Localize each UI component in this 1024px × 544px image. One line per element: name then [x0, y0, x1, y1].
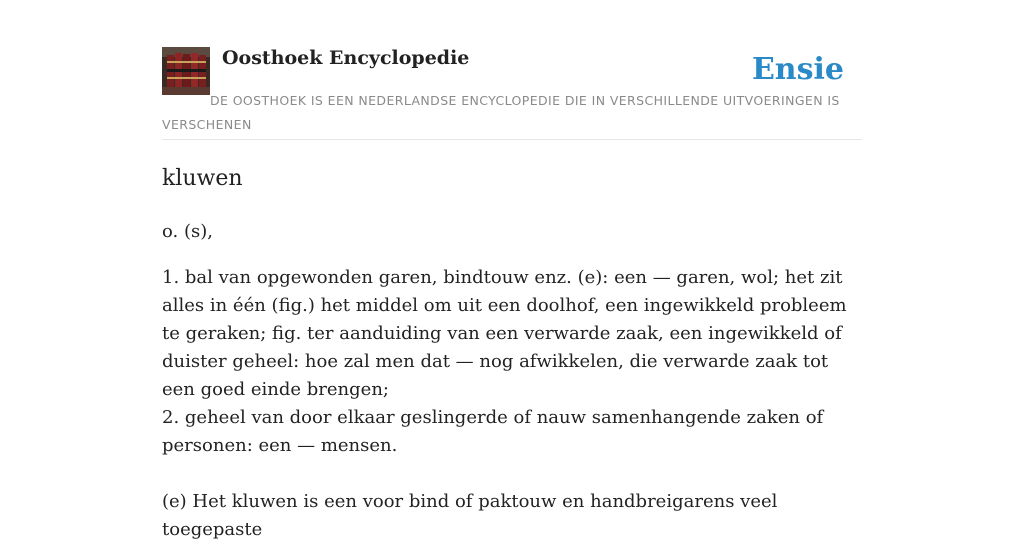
entry-grammar: o. (s),: [162, 221, 213, 242]
definition-item: 1. bal van opgewonden garen, bindtouw enz. (e): een — garen, wol; het zit alles in één (fig.) het middel om uit een doolhof, een ingewikkeld probleem te geraken; fig. ter aanduiding van een verwarde zaak, een ingewikkeld of duister geheel: hoe zal men dat — nog afwikkelen, die verwarde zaak tot een goed einde brengen;: [162, 267, 847, 400]
entry-note: (e) Het kluwen is een voor bind of paktouw en handbreigarens veel toegepaste: [162, 491, 778, 540]
site-header: [162, 0, 862, 140]
site-name[interactable]: Oosthoek Encyclopedie: [222, 47, 470, 69]
entry-definitions: [162, 264, 862, 460]
site-tagline: DE OOSTHOEK IS EEN NEDERLANDSE ENCYCLOPEDIE DIE IN VERSCHILLENDE UITVOERINGEN IS VERSCHENEN: [162, 93, 840, 132]
definition-item: 2. geheel van door elkaar geslingerde of nauw samenhangende zaken of personen: een — mensen.: [162, 407, 824, 456]
entry-term: kluwen: [162, 166, 243, 191]
page: [162, 0, 862, 544]
brand-logo[interactable]: Ensie: [751, 52, 844, 87]
entry-content: [162, 162, 862, 544]
encyclopedia-books-icon[interactable]: [162, 47, 210, 95]
